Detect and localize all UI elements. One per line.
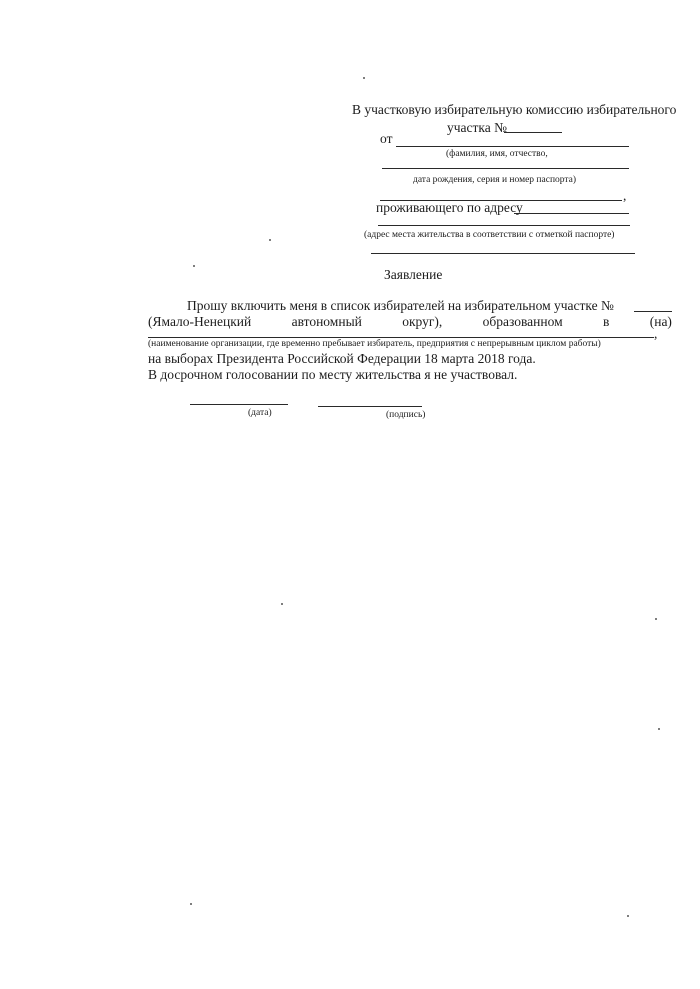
body-comma: , [654, 326, 658, 341]
header-comma: , [623, 188, 627, 203]
scan-speck [658, 728, 660, 730]
address-label: проживающего по адресу [376, 200, 523, 215]
from-label: от [380, 131, 393, 146]
body-word-6: (на) [649, 314, 672, 329]
scan-speck [193, 265, 195, 267]
scan-speck [655, 618, 657, 620]
address-field-2 [378, 225, 630, 226]
body-precinct-number-field [634, 311, 672, 312]
scan-speck [190, 903, 192, 905]
precinct-number-field [504, 132, 562, 133]
organization-field [148, 337, 654, 338]
body-word-4: образованном [482, 314, 563, 329]
birth-passport-field [382, 168, 629, 169]
commission-line-2: участка № [447, 120, 508, 135]
signature-field [318, 406, 422, 407]
scan-speck [269, 239, 271, 241]
body-word-1: (Ямало-Ненецкий [148, 314, 252, 329]
date-field [190, 404, 288, 405]
document-title: Заявление [384, 267, 443, 282]
commission-line-1: В участковую избирательную комиссию избирательного [352, 102, 677, 117]
scan-speck [281, 603, 283, 605]
organization-caption: (наименование организации, где временно пребывает избиратель, предприятия с непрерывным циклом работы) [148, 339, 601, 349]
address-caption: (адрес места жительства в соответствии с отметкой паспорте) [364, 230, 615, 240]
body-line-1: Прошу включить меня в список избирателей на избирательном участке № [187, 298, 614, 313]
signature-caption: (подпись) [386, 410, 426, 420]
body-line-4: на выборах Президента Российской Федерации 18 марта 2018 года. [148, 351, 536, 366]
body-word-3: округ), [402, 314, 443, 329]
body-word-5: в [603, 314, 610, 329]
scan-speck [363, 77, 365, 79]
address-field [514, 213, 629, 214]
body-line-5: В досрочном голосовании по месту жительства я не участвовал. [148, 367, 518, 382]
fio-caption: (фамилия, имя, отчество, [446, 149, 548, 159]
body-line-2 [148, 314, 672, 330]
body-word-2: автономный [291, 314, 362, 329]
date-caption: (дата) [248, 408, 272, 418]
fio-field [396, 146, 629, 147]
address-field-3 [371, 253, 635, 254]
birth-passport-caption: дата рождения, серия и номер паспорта) [413, 175, 577, 185]
scan-speck [627, 915, 629, 917]
